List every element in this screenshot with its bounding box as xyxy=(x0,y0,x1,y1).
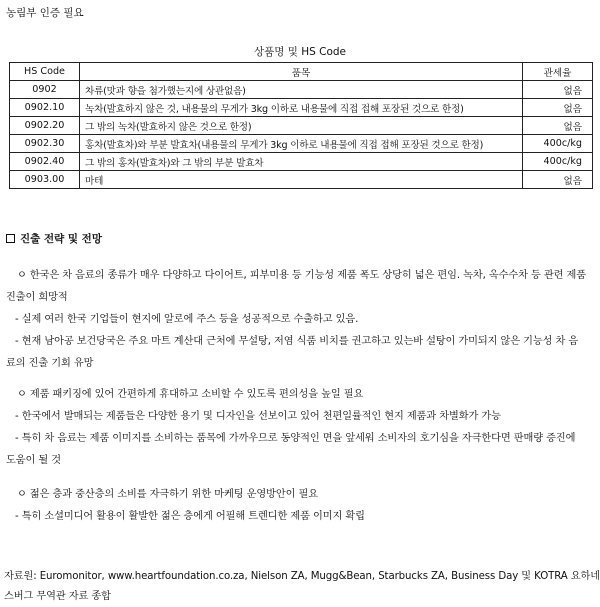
cell-item: 녹차(발효하지 않은 것, 내용물의 무게가 3kg 이하로 내용물에 직접 접해 포장된 것으로 한정) xyxy=(80,99,523,117)
cell-tariff: 없음 xyxy=(523,99,593,117)
bullet-line: ㅇ 제품 패키징에 있어 간편하게 휴대하고 소비할 수 있도록 편의성을 높일 필요 xyxy=(17,389,364,400)
section-heading xyxy=(6,231,102,246)
section-title-text: 진출 전략 및 전망 xyxy=(20,233,102,245)
continuation-line: 진출이 희망적 xyxy=(6,292,68,303)
note-text: 농림부 인증 필요 xyxy=(6,7,84,19)
hs-code-table xyxy=(9,62,593,189)
cell-item: 차류(맛과 향을 첨가했는지에 상관없음) xyxy=(80,81,523,99)
strategy-paragraph-3 xyxy=(6,484,594,528)
table-caption: 상품명 및 HS Code xyxy=(253,46,347,58)
sub-bullet-line: - 한국에서 발매되는 제품들은 다양한 용기 및 디자인을 선보이고 있어 천편일률적인 현지 제품과 차별화가 가능 xyxy=(15,411,501,422)
cell-item: 그 밖의 홍차(발효차)와 그 밖의 부분 발효차 xyxy=(80,153,523,171)
table-row xyxy=(10,81,593,99)
cell-hs-code: 0902 xyxy=(10,81,80,99)
cell-item: 그 밖의 녹차(발효하지 않은 것으로 한정) xyxy=(80,117,523,135)
cell-hs-code: 0902.40 xyxy=(10,153,80,171)
continuation-line: 료의 진출 기회 유망 xyxy=(6,358,94,369)
cell-item: 홍차(발효차)와 부분 발효차(내용물의 무게가 3kg 이하로 내용물에 직접 접해 포장된 것으로 한정) xyxy=(80,135,523,153)
cell-hs-code: 0903.00 xyxy=(10,171,80,189)
cell-hs-code: 0902.30 xyxy=(10,135,80,153)
table-row xyxy=(10,153,593,171)
cell-tariff: 없음 xyxy=(523,171,593,189)
strategy-paragraph-1 xyxy=(6,265,594,375)
cell-tariff: 400c/kg xyxy=(523,135,593,153)
source-note xyxy=(4,567,600,607)
table-row xyxy=(10,171,593,189)
strategy-paragraph-2 xyxy=(6,384,594,472)
header-item: 품목 xyxy=(80,63,523,81)
cell-hs-code: 0902.20 xyxy=(10,117,80,135)
cell-tariff: 없음 xyxy=(523,81,593,99)
source-line: 자료원: Euromonitor, www.heartfoundation.co.za, Nielson ZA, Mugg&Bean, Starbucks ZA, Business Day 및 KOTRA 요하네 xyxy=(4,571,600,582)
continuation-line: 도움이 될 것 xyxy=(6,455,61,466)
sub-bullet-line: - 특히 차 음료는 제품 이미지를 소비하는 품목에 가까우므로 동양적인 면을 앞세워 소비자의 호기심을 자극한다면 판매량 증진에 xyxy=(15,433,576,444)
table-header-row xyxy=(10,63,593,81)
sub-bullet-line: - 특히 소셜미디어 활용이 활발한 젊은 층에게 어필해 트렌디한 제품 이미지 확립 xyxy=(15,511,365,522)
header-hs-code: HS Code xyxy=(10,63,80,81)
sub-bullet-line: - 실제 여러 한국 기업들이 현지에 알로에 주스 등을 성공적으로 수출하고 있음. xyxy=(15,314,359,325)
table-row xyxy=(10,99,593,117)
table-row xyxy=(10,135,593,153)
table-row xyxy=(10,117,593,135)
checkbox-square-icon xyxy=(6,234,15,243)
cell-tariff: 없음 xyxy=(523,117,593,135)
cell-hs-code: 0902.10 xyxy=(10,99,80,117)
header-tariff: 관세율 xyxy=(523,63,593,81)
sub-bullet-line: - 현재 남아공 보건당국은 주요 마트 계산대 근처에 무설탕, 저염 식품 비치를 권고하고 있는바 설탕이 가미되지 않은 기능성 차 음 xyxy=(15,336,579,347)
cell-tariff: 400c/kg xyxy=(523,153,593,171)
bullet-line: ㅇ 한국은 차 음료의 종류가 매우 다양하고 다이어트, 피부미용 등 기능성 제품 폭도 상당히 넓은 편임. 녹차, 옥수수차 등 관련 제품 xyxy=(17,270,586,281)
bullet-line: ㅇ 젊은 층과 중산층의 소비를 자극하기 위한 마케팅 운영방안이 필요 xyxy=(17,489,318,500)
source-line: 스버그 무역관 자료 종합 xyxy=(4,591,111,602)
cell-item: 마테 xyxy=(80,171,523,189)
